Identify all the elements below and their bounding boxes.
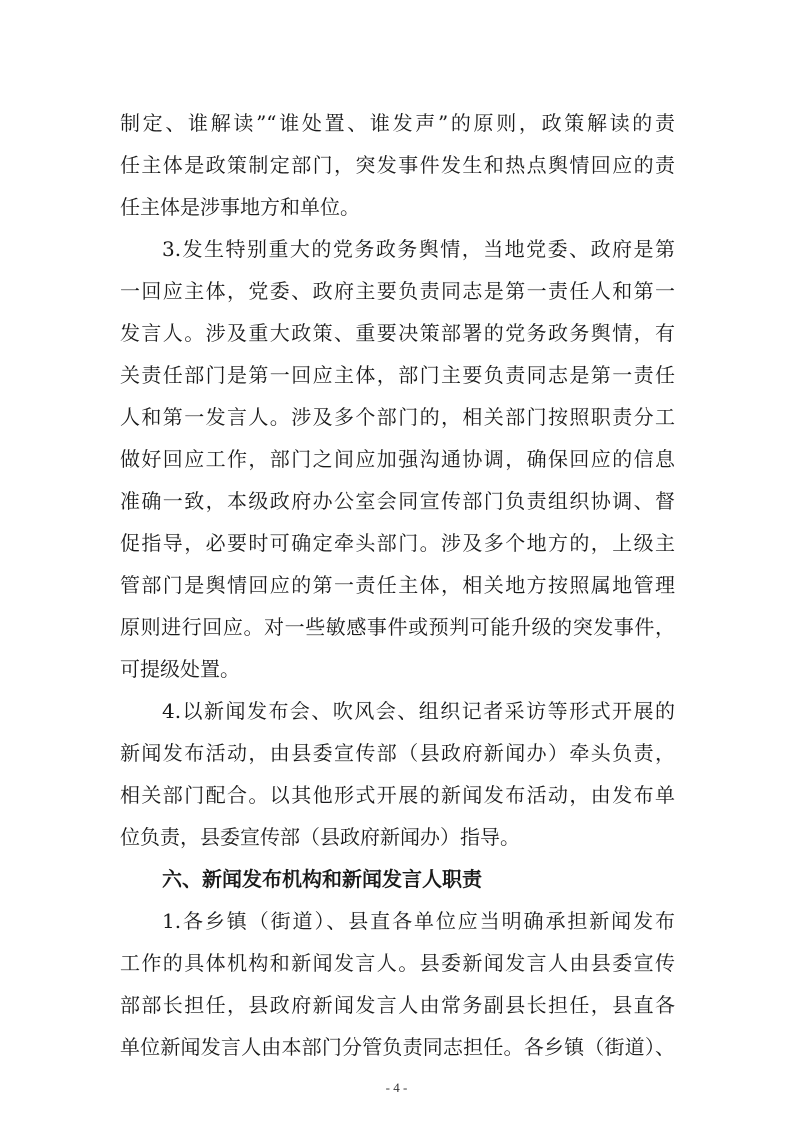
- paragraph-line: 人和第一发言人。涉及多个部门的，相关部门按照职责分工: [120, 405, 675, 429]
- paragraph-line: 任主体是政策制定部门，突发事件发生和热点舆情回应的责: [120, 153, 675, 177]
- paragraph-line: 位负责，县委宣传部（县政府新闻办）指导。: [120, 825, 520, 849]
- paragraph-line: 4.以新闻发布会、吹风会、组织记者采访等形式开展的: [162, 699, 675, 723]
- paragraph-line: 部部长担任，县政府新闻发言人由常务副县长担任，县直各: [120, 993, 675, 1017]
- paragraph-line: 单位新闻发言人由本部门分管负责同志担任。各乡镇（街道）、: [120, 1035, 675, 1059]
- paragraph-line: 关责任部门是第一回应主体，部门主要负责同志是第一责任: [120, 363, 675, 387]
- paragraph-line: 新闻发布活动，由县委宣传部（县政府新闻办）牵头负责，: [120, 741, 675, 765]
- paragraph-line: 任主体是涉事地方和单位。: [120, 195, 360, 219]
- paragraph-line: 原则进行回应。对一些敏感事件或预判可能升级的突发事件，: [120, 615, 675, 639]
- paragraph-line: 管部门是舆情回应的第一责任主体，相关地方按照属地管理: [120, 573, 675, 597]
- paragraph-line: 一回应主体，党委、政府主要负责同志是第一责任人和第一: [120, 279, 675, 303]
- paragraph-line: 制定、谁解读”“谁处置、谁发声”的原则，政策解读的责: [120, 111, 675, 135]
- paragraph-line: 发言人。涉及重大政策、重要决策部署的党务政务舆情，有: [120, 321, 675, 345]
- paragraph-line: 1.各乡镇（街道）、县直各单位应当明确承担新闻发布: [162, 909, 675, 933]
- page-number: - 4 -: [385, 1080, 408, 1095]
- section-heading: 六、新闻发布机构和新闻发言人职责: [162, 867, 482, 891]
- paragraph-line: 促指导，必要时可确定牵头部门。涉及多个地方的，上级主: [120, 531, 675, 555]
- paragraph-line: 相关部门配合。以其他形式开展的新闻发布活动，由发布单: [120, 783, 675, 807]
- paragraph-line: 可提级处置。: [120, 657, 240, 681]
- paragraph-line: 准确一致，本级政府办公室会同宣传部门负责组织协调、督: [120, 489, 675, 513]
- paragraph-line: 工作的具体机构和新闻发言人。县委新闻发言人由县委宣传: [120, 951, 675, 975]
- paragraph-line: 做好回应工作，部门之间应加强沟通协调，确保回应的信息: [120, 447, 675, 471]
- paragraph-line: 3.发生特别重大的党务政务舆情，当地党委、政府是第: [162, 237, 675, 261]
